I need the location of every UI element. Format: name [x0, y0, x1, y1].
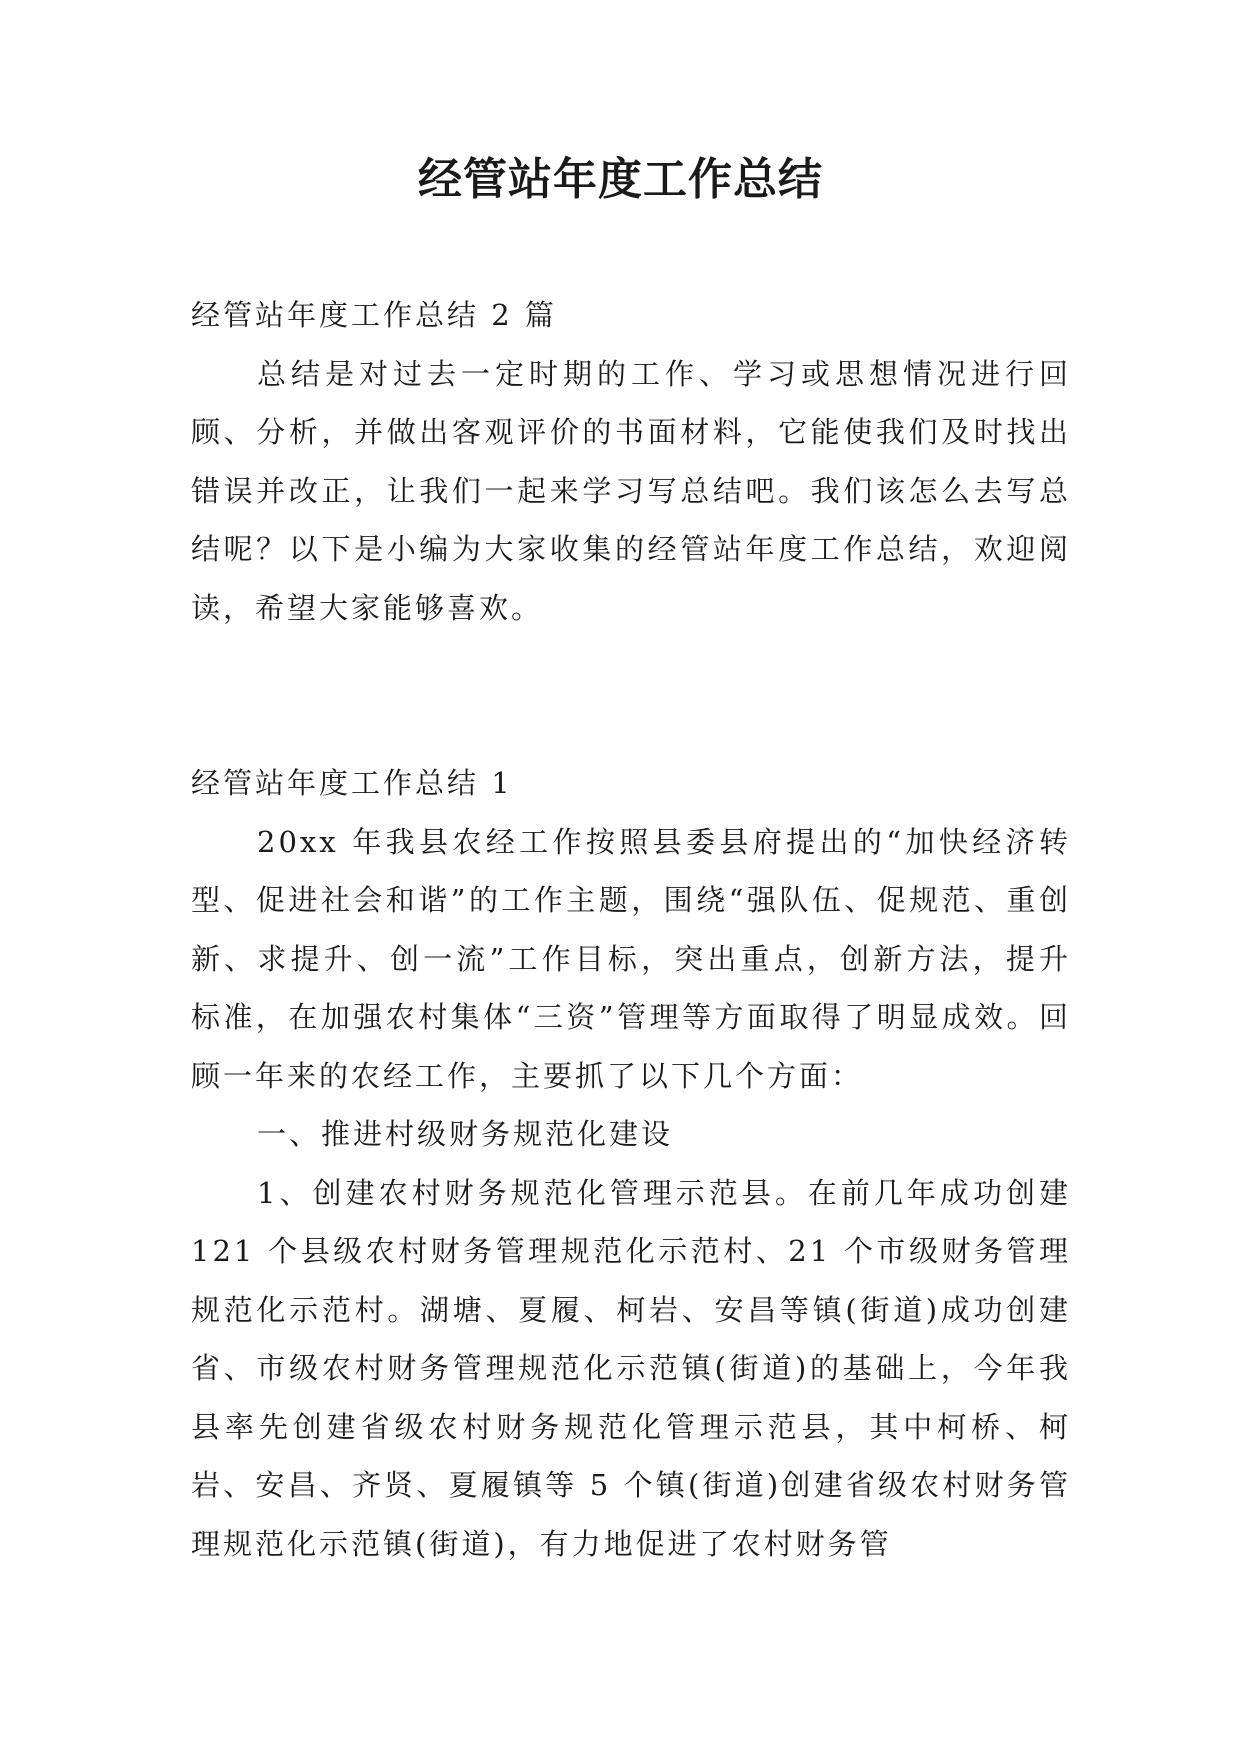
section-spacer: [191, 637, 1071, 754]
collection-heading: 经管站年度工作总结 2 篇: [191, 298, 557, 332]
section-intro-paragraph: 20xx 年我县农经工作按照县委县府提出的“加快经济转型、促进社会和谐”的工作主题，围绕“强队伍、促规范、重创新、求提升、创一流”工作目标，突出重点，创新方法，提升标准，在加强农村集体“三资”管理等方面取得了明显成效。回顾一年来的农经工作，主要抓了以下几个方面：: [191, 824, 1071, 1093]
section-heading: 经管站年度工作总结 1: [191, 766, 513, 800]
document-title: 经管站年度工作总结: [418, 154, 823, 205]
document-body: [191, 286, 1071, 1573]
point-one-heading: 一、推进村级财务规范化建设: [257, 1117, 674, 1151]
point-one-item-1: 1、创建农村财务规范化管理示范县。在前几年成功创建 121 个县级农村财务管理规范化示范村、21 个市级财务管理规范化示范村。湖塘、夏履、柯岩、安昌等镇(街道)成功创建省、市级农村财务管理规范化示范镇(街道)的基础上，今年我县率先创建省级农村财务规范化管理示范县，其中柯桥、柯岩、安昌、齐贤、夏履镇等 5 个镇(街道)创建省级农村财务管理规范化示范镇(街道)，有力地促进了农村财务管: [191, 1175, 1071, 1561]
intro-paragraph: 总结是对过去一定时期的工作、学习或思想情况进行回顾、分析，并做出客观评价的书面材料，它能使我们及时找出错误并改正，让我们一起来学习写总结吧。我们该怎么去写总结呢？以下是小编为大家收集的经管站年度工作总结，欢迎阅读，希望大家能够喜欢。: [191, 356, 1071, 625]
